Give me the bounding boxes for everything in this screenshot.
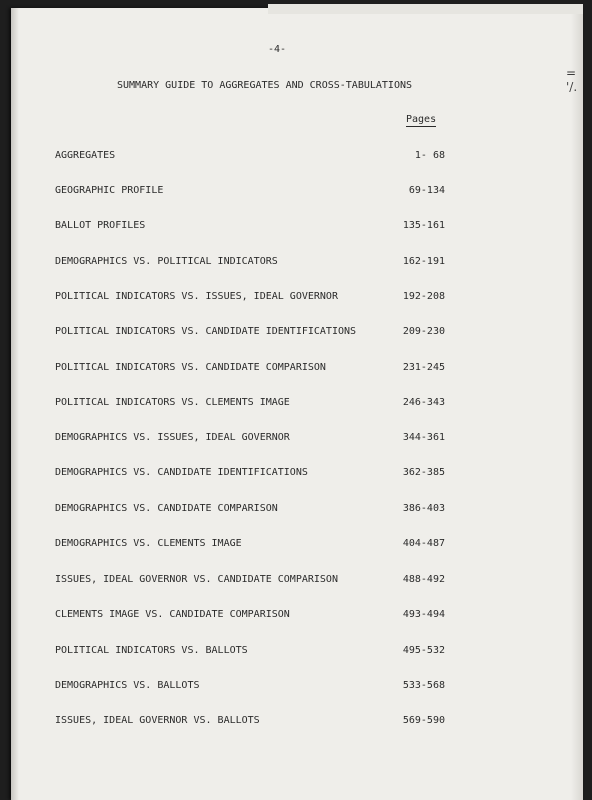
row-pages: 569-590 (402, 715, 445, 726)
row-label: POLITICAL INDICATORS VS. CANDIDATE IDENTIFICATIONS (55, 326, 357, 337)
table-row (0, 291, 592, 305)
table-row (0, 150, 592, 164)
row-label: DEMOGRAPHICS VS. CANDIDATE IDENTIFICATIONS (55, 467, 308, 478)
row-pages: 362-385 (402, 467, 445, 478)
row-label: DEMOGRAPHICS VS. CLEMENTS IMAGE (55, 538, 242, 549)
row-label: DEMOGRAPHICS VS. ISSUES, IDEAL GOVERNOR (55, 432, 290, 443)
row-label: CLEMENTS IMAGE VS. CANDIDATE COMPARISON (55, 609, 290, 620)
row-label: AGGREGATES (55, 150, 116, 161)
row-pages: 404-487 (402, 538, 445, 549)
row-pages: 209-230 (402, 326, 445, 337)
row-pages: 386-403 (402, 503, 445, 514)
row-label: BALLOT PROFILES (55, 220, 146, 231)
row-label: GEOGRAPHIC PROFILE (55, 185, 164, 196)
row-pages: 488-492 (402, 574, 445, 585)
row-label: DEMOGRAPHICS VS. BALLOTS (55, 680, 200, 691)
table-row (0, 538, 592, 552)
row-pages: 1- 68 (414, 150, 445, 161)
table-row (0, 503, 592, 517)
row-pages: 344-361 (402, 432, 445, 443)
table-row (0, 645, 592, 659)
row-pages: 135-161 (402, 220, 445, 231)
table-row (0, 185, 592, 199)
row-label: DEMOGRAPHICS VS. CANDIDATE COMPARISON (55, 503, 278, 514)
row-pages: 69-134 (408, 185, 445, 196)
sheet-top-strip (268, 4, 583, 14)
table-row (0, 326, 592, 340)
table-row (0, 362, 592, 376)
table-row (0, 467, 592, 481)
table-row (0, 609, 592, 623)
row-label: DEMOGRAPHICS VS. POLITICAL INDICATORS (55, 256, 278, 267)
row-label: ISSUES, IDEAL GOVERNOR VS. CANDIDATE COMPARISON (55, 574, 338, 585)
margin-mark: '/. (566, 80, 578, 94)
row-pages: 162-191 (402, 256, 445, 267)
row-label: POLITICAL INDICATORS VS. BALLOTS (55, 645, 248, 656)
table-row (0, 680, 592, 694)
row-label: ISSUES, IDEAL GOVERNOR VS. BALLOTS (55, 715, 260, 726)
page-title: SUMMARY GUIDE TO AGGREGATES AND CROSS-TABULATIONS (117, 80, 413, 91)
table-row (0, 574, 592, 588)
row-label: POLITICAL INDICATORS VS. CANDIDATE COMPARISON (55, 362, 326, 373)
table-row (0, 397, 592, 411)
row-pages: 246-343 (402, 397, 445, 408)
margin-mark: = (566, 66, 577, 80)
page-number: -4- (267, 44, 287, 55)
row-pages: 533-568 (402, 680, 445, 691)
row-pages: 192-208 (402, 291, 445, 302)
table-row (0, 715, 592, 729)
table-row (0, 256, 592, 270)
table-row (0, 220, 592, 234)
table-row (0, 432, 592, 446)
row-label: POLITICAL INDICATORS VS. ISSUES, IDEAL GOVERNOR (55, 291, 338, 302)
row-pages: 493-494 (402, 609, 445, 620)
pages-column-header: Pages (406, 114, 437, 125)
row-pages: 231-245 (402, 362, 445, 373)
row-pages: 495-532 (402, 645, 445, 656)
row-label: POLITICAL INDICATORS VS. CLEMENTS IMAGE (55, 397, 290, 408)
